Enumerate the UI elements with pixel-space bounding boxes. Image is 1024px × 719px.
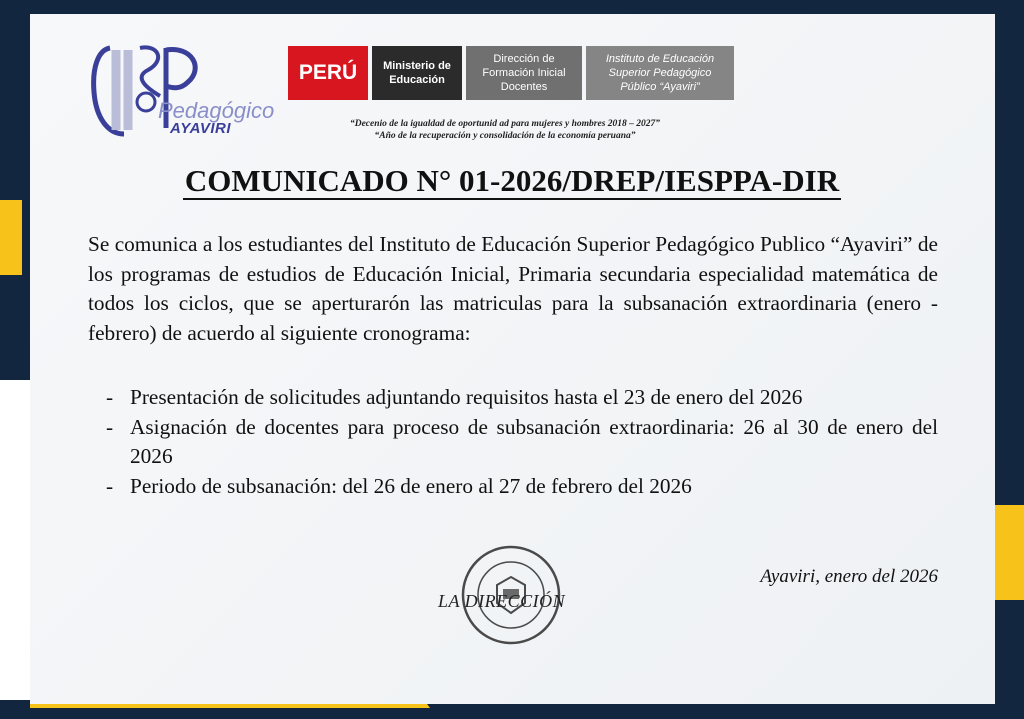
official-motto [300, 118, 710, 142]
date-line: Ayaviri, enero del 2026 [760, 566, 938, 587]
instituto-line: Instituto de Educación [605, 53, 715, 65]
direccion-line: Docentes [500, 81, 548, 93]
frame-left-accent [0, 200, 22, 275]
instituto-block [586, 46, 734, 100]
list-item-text: Presentación de solicitudes adjuntando requisitos hasta el 23 de enero del 2026 [130, 385, 803, 409]
list-item-text: Periodo de subsanación: del 26 de enero al 27 de febrero del 2026 [130, 473, 692, 498]
list-item [106, 472, 938, 502]
title-text: COMUNICADO N° 01-2026/DREP/IESPPA-DIR [184, 163, 840, 198]
list-item-text: Asignación de docentes para proceso de subsanación extraordinaria: 26 al 30 de enero del 2026 [130, 414, 938, 468]
body-paragraph: Se comunica a los estudiantes del Instituto de Educación Superior Pedagógico Publico “Ayaviri” de los programas de estudios de Educación Inicial, Primaria secundaria especialidad matemática de todos los ciclos, que se aperturarón las matriculas para la subsanación extraordinaria (enero - febrero) de acuerdo al siguiente cronograma: [88, 232, 938, 345]
bullet-dash: - [106, 473, 114, 498]
ministerio-line: Educación [389, 74, 445, 86]
direccion-block [466, 46, 582, 100]
bullet-dash: - [106, 414, 114, 439]
list-item [106, 413, 938, 472]
logo-text-ayaviri: AYAVIRI [170, 120, 232, 137]
motto-line-1: “Decenio de la igualdad de oportunid ad para mujeres y hombres 2018 – 2027” [349, 119, 661, 129]
motto-line-2: “Año de la recuperación y consolidación de la economía peruana” [374, 131, 636, 141]
logo-text-pedagogico: Pedagógico [158, 98, 275, 123]
instituto-line: Público “Ayaviri” [620, 81, 700, 93]
direccion-line: Formación Inicial [482, 67, 566, 79]
bullet-dash: - [106, 385, 114, 409]
ministerio-block [372, 46, 462, 100]
list-item [106, 383, 938, 413]
frame-right-accent [995, 505, 1024, 600]
direccion-line: Dirección de [493, 53, 555, 65]
ministry-banner [288, 46, 734, 100]
schedule-list [106, 383, 938, 501]
institute-logo [88, 40, 275, 140]
instituto-line: Superior Pedagógico [608, 67, 712, 79]
document-title [0, 163, 1024, 199]
frame-right-band [995, 0, 1024, 719]
signature-label: LA DIRECCIÓN [438, 591, 566, 611]
peru-block: PERÚ [288, 46, 368, 100]
ministerio-line: Ministerio de [383, 60, 451, 72]
